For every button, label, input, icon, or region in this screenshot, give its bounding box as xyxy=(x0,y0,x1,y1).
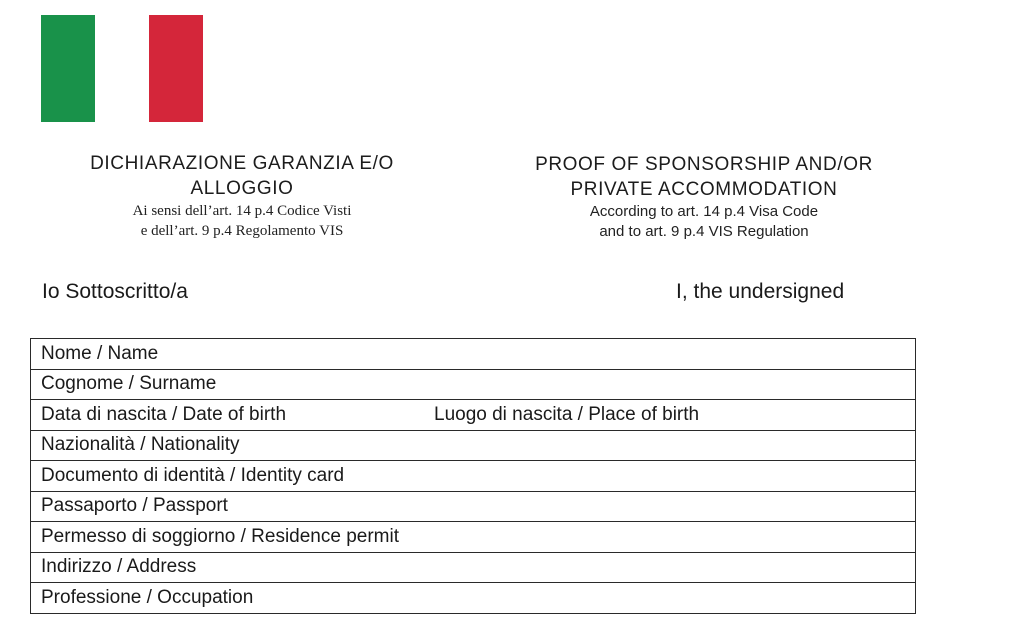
passport-field[interactable] xyxy=(31,491,916,522)
flag-red-band xyxy=(149,15,203,122)
form-row-passport[interactable] xyxy=(31,491,916,522)
occupation-label: Professione / Occupation xyxy=(41,586,254,608)
title-it-line1: DICHIARAZIONE GARANZIA E/O xyxy=(90,153,394,174)
residence-permit-label: Permesso di soggiorno / Residence permit xyxy=(41,525,400,547)
address-field[interactable] xyxy=(31,552,916,583)
address-label: Indirizzo / Address xyxy=(41,556,197,578)
form-row-name[interactable] xyxy=(31,339,916,370)
residence-permit-field[interactable] xyxy=(31,522,916,553)
italian-flag xyxy=(41,15,203,122)
nationality-label: Nazionalità / Nationality xyxy=(41,434,240,456)
title-en-line1: PROOF OF SPONSORSHIP AND/OR xyxy=(535,154,873,175)
passport-label: Passaporto / Passport xyxy=(41,495,228,517)
form-row-residence-permit[interactable] xyxy=(31,522,916,553)
title-en-line2: PRIVATE ACCOMMODATION xyxy=(570,179,838,200)
personal-details-form xyxy=(30,338,916,614)
occupation-field[interactable] xyxy=(31,583,916,614)
subtitle-it-line1: Ai sensi dell’art. 14 p.4 Codice Visti xyxy=(132,203,352,219)
birth-field[interactable] xyxy=(31,400,916,431)
undersigned-label-en: I, the undersigned xyxy=(676,280,845,303)
header-italian xyxy=(42,151,442,241)
form-row-surname[interactable] xyxy=(31,369,916,400)
name-label: Nome / Name xyxy=(41,342,159,364)
undersigned-label-it: Io Sottoscritto/a xyxy=(42,280,188,303)
identity-card-label: Documento di identità / Identity card xyxy=(41,464,345,486)
subtitle-it-line2: e dell’art. 9 p.4 Regolamento VIS xyxy=(140,223,344,239)
surname-label: Cognome / Surname xyxy=(41,373,217,395)
nationality-field[interactable] xyxy=(31,430,916,461)
form-row-address[interactable] xyxy=(31,552,916,583)
surname-field[interactable] xyxy=(31,369,916,400)
date-of-birth-label: Data di nascita / Date of birth xyxy=(41,403,287,425)
form-row-occupation[interactable] xyxy=(31,583,916,614)
subtitle-en-line1: According to art. 14 p.4 Visa Code xyxy=(589,203,819,220)
title-it-line2: ALLOGGIO xyxy=(190,178,294,199)
flag-green-band xyxy=(41,15,95,122)
form-row-birth[interactable] xyxy=(31,400,916,431)
form-row-nationality[interactable] xyxy=(31,430,916,461)
form-row-identity-card[interactable] xyxy=(31,461,916,492)
place-of-birth-label: Luogo di nascita / Place of birth xyxy=(434,403,700,425)
flag-white-band xyxy=(95,15,149,122)
name-field[interactable] xyxy=(31,339,916,370)
header-english xyxy=(500,152,908,242)
subtitle-en-line2: and to art. 9 p.4 VIS Regulation xyxy=(599,223,809,240)
identity-card-field[interactable] xyxy=(31,461,916,492)
